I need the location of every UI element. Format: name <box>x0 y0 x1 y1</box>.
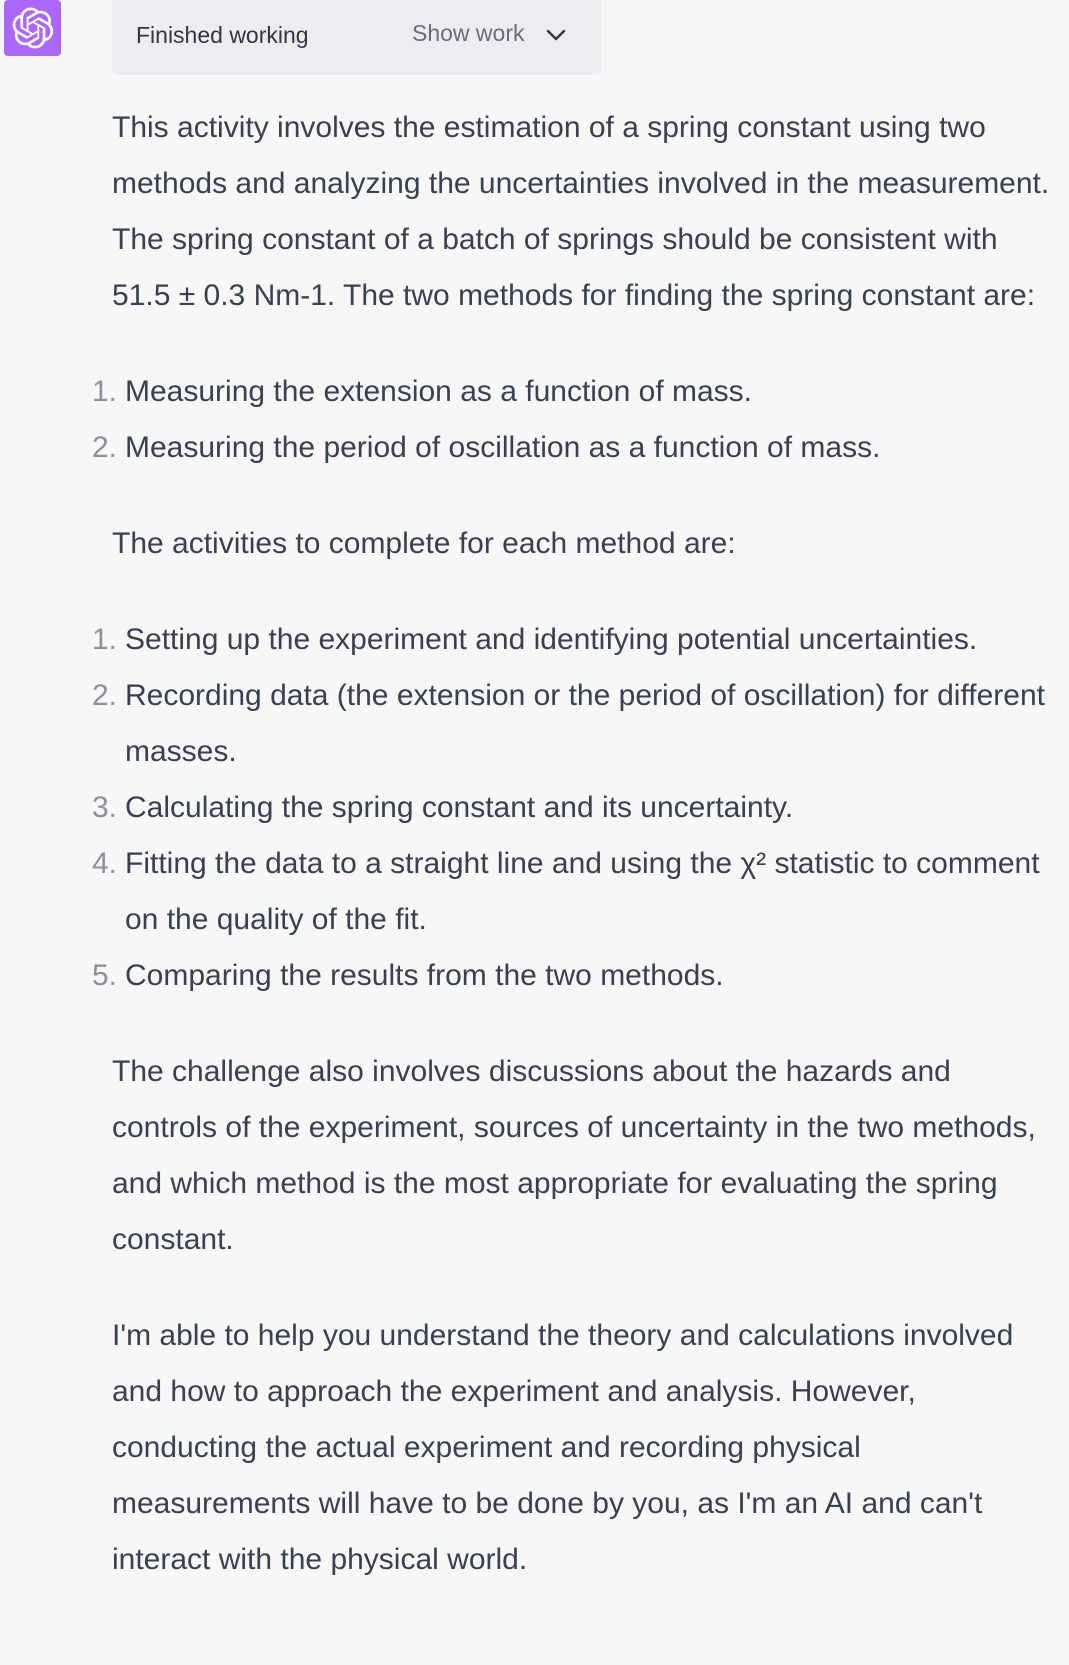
activities-intro: The activities to complete for each method are: <box>112 527 736 560</box>
list-item <box>91 948 1062 1004</box>
list-number: 1. <box>91 375 117 408</box>
activities-list <box>91 612 1062 1004</box>
list-number: 2. <box>91 679 117 712</box>
list-item-text: Calculating the spring constant and its uncertainty. <box>125 791 794 824</box>
show-work-label: Show work <box>412 20 525 46</box>
list-number: 2. <box>91 431 117 464</box>
work-status-panel <box>112 0 601 75</box>
list-number: 4. <box>91 847 117 880</box>
assistant-avatar <box>4 0 61 56</box>
list-item-text: Setting up the experiment and identifying potential uncertainties. <box>125 623 978 656</box>
list-item <box>91 780 1062 836</box>
list-number: 1. <box>91 623 117 656</box>
show-work-button[interactable] <box>412 20 566 47</box>
list-item <box>91 836 1062 948</box>
list-number: 5. <box>91 959 117 992</box>
work-status-label: Finished working <box>136 22 309 48</box>
list-item-text: Measuring the extension as a function of mass. <box>125 375 753 408</box>
list-item-text: Recording data (the extension or the period of oscillation) for different masses. <box>125 679 1045 768</box>
methods-list <box>91 364 1062 476</box>
list-item-text: Fitting the data to a straight line and using the χ² statistic to comment on the quality of the fit. <box>125 847 1040 936</box>
list-item-text: Comparing the results from the two methods. <box>125 959 724 992</box>
list-item <box>91 364 1062 420</box>
list-item-text: Measuring the period of oscillation as a function of mass. <box>125 431 881 464</box>
challenge-paragraph: The challenge also involves discussions about the hazards and controls of the experiment, sources of uncertainty in the two methods, and which method is the most appropriate for evaluating the spring constant. <box>112 1055 1036 1256</box>
intro-paragraph: This activity involves the estimation of a spring constant using two methods and analyzing the uncertainties involved in the measurement. The spring constant of a batch of springs should be consistent with 51.5 ± 0.3 Nm-1. The two methods for finding the spring constant are: <box>112 111 1050 312</box>
openai-logo-icon <box>12 7 54 49</box>
list-item <box>91 612 1062 668</box>
list-item <box>91 668 1062 780</box>
assistant-message <box>91 100 1062 1628</box>
chevron-down-icon <box>546 29 566 41</box>
closing-paragraph: I'm able to help you understand the theory and calculations involved and how to approach the experiment and analysis. However, conducting the actual experiment and recording physical measurements will have to be done by you, as I'm an AI and can't interact with the physical world. <box>112 1319 1014 1576</box>
list-item <box>91 420 1062 476</box>
list-number: 3. <box>91 791 117 824</box>
